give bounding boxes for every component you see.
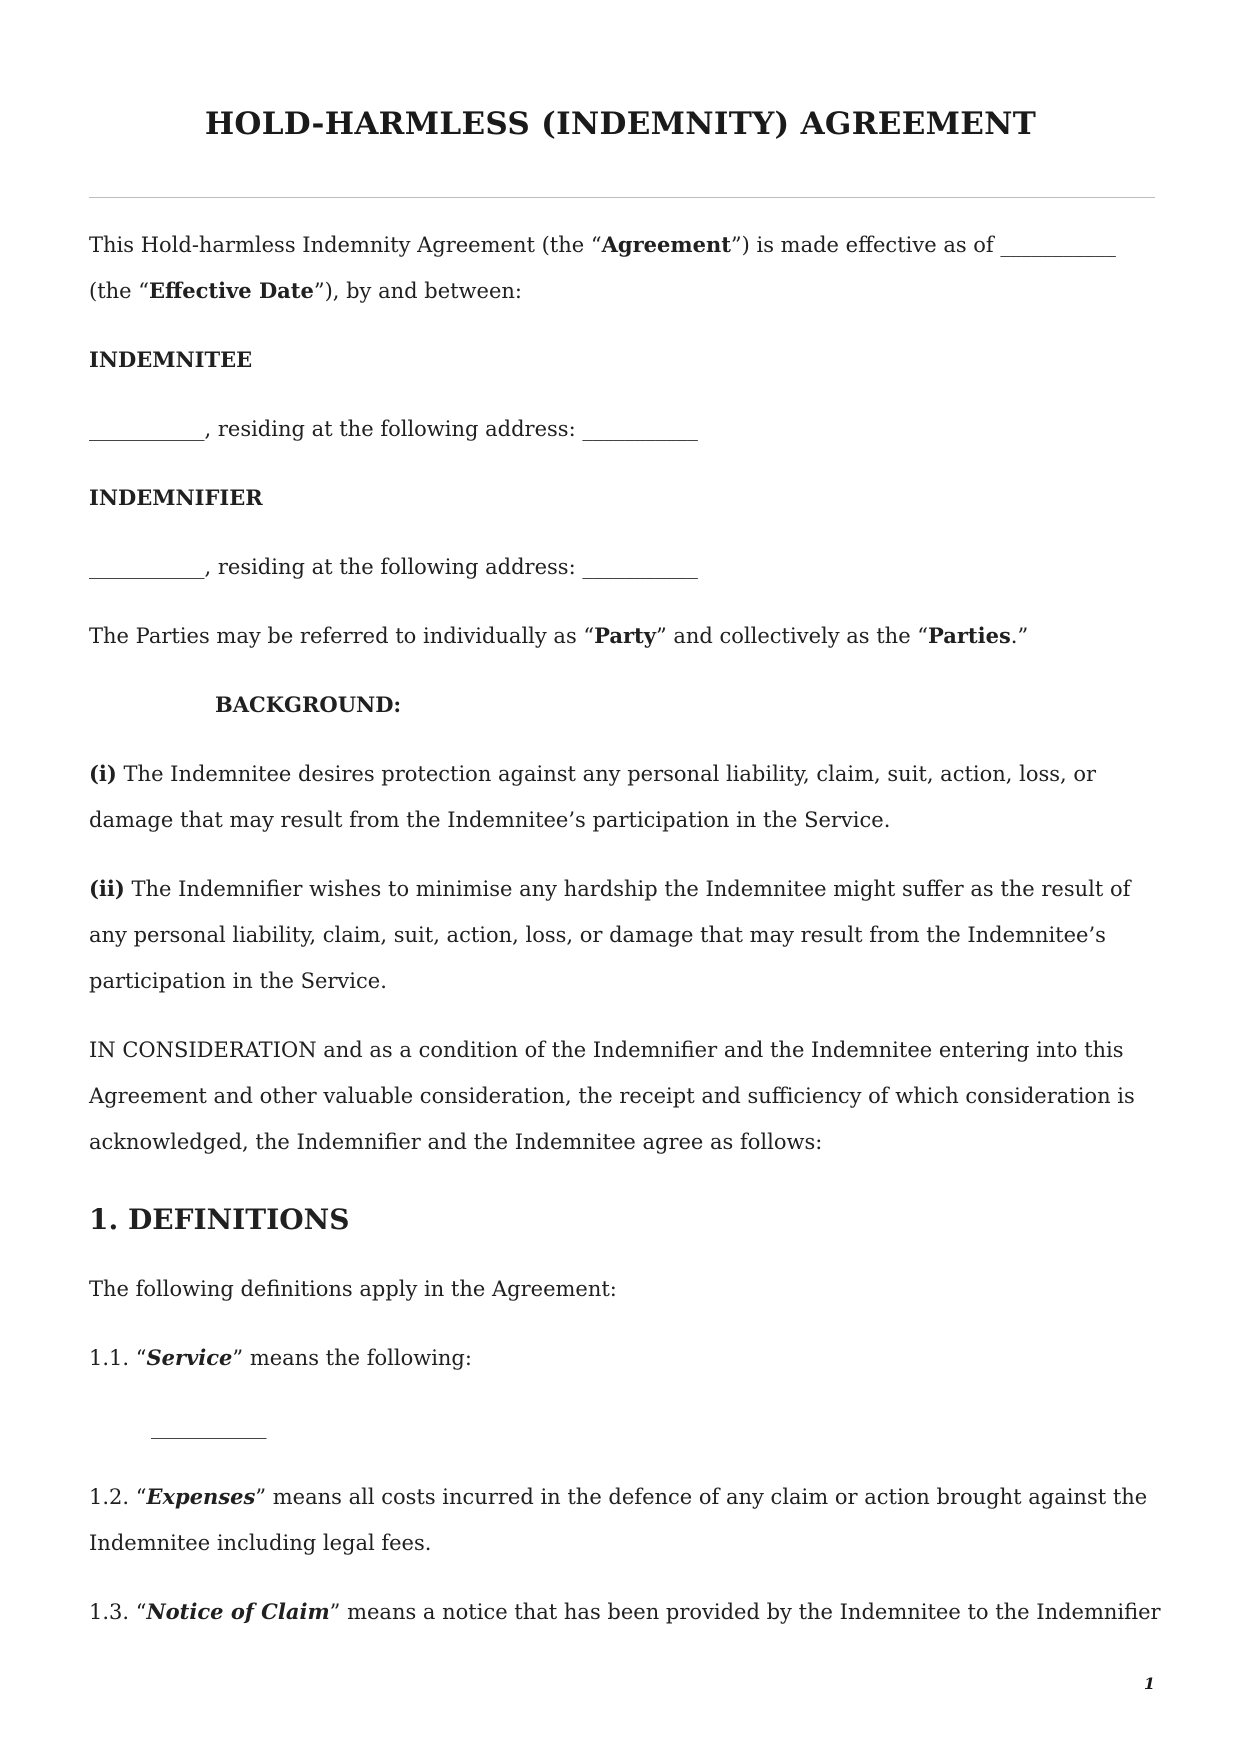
- indemnitee-residing-text: , residing at the following address:: [204, 417, 583, 441]
- background-heading: BACKGROUND:: [215, 692, 402, 717]
- intro-text-1: This Hold-harmless Indemnity Agreement (the “: [89, 233, 602, 257]
- indemnifier-address-blank: ___________: [582, 555, 698, 579]
- indemnifier-name-blank: ___________: [89, 555, 205, 579]
- definition-text: ” means all costs incurred in the defence of any claim or action brought against the Indemnitee including legal fees.: [89, 1485, 1148, 1555]
- intro-text-4: ”), by and between:: [313, 279, 522, 303]
- definition-text: ” means the following:: [232, 1346, 472, 1370]
- consideration-paragraph: IN CONSIDERATION and as a condition of the Indemnifier and the Indemnitee entering into this Agreement and other valuable consideration, the receipt and sufficiency of which consideration is acknowledged, the Indemnifier and the Indemnitee agree as follows:: [89, 1038, 1135, 1154]
- background-item-label: (ii): [89, 876, 125, 901]
- document-body: [89, 222, 1164, 1658]
- background-item-label: (i): [89, 761, 117, 786]
- indemnitee-heading: INDEMNITEE: [89, 347, 253, 372]
- parties-paragraph: [89, 613, 1164, 659]
- background-item-ii: [89, 866, 1164, 1004]
- indemnitee-address-blank: ___________: [582, 417, 698, 441]
- parties-text-1: The Parties may be referred to individually as “: [89, 624, 595, 648]
- definition-item-service: [89, 1335, 1164, 1381]
- service-blank-line: [89, 1404, 1164, 1450]
- definition-term: Service: [146, 1345, 233, 1370]
- definitions-intro: The following definitions apply in the Agreement:: [89, 1277, 617, 1301]
- effective-date-blank: ___________: [1000, 233, 1116, 257]
- parties-term: Parties: [928, 623, 1011, 648]
- background-item-i: [89, 751, 1164, 843]
- definition-item-expenses: [89, 1474, 1164, 1566]
- effective-date-term: Effective Date: [149, 278, 314, 303]
- parties-text-2: ” and collectively as the “: [655, 624, 929, 648]
- intro-text-3: (the “: [89, 279, 149, 303]
- page-number: 1: [1143, 1674, 1155, 1693]
- indemnifier-residing-text: , residing at the following address:: [204, 555, 583, 579]
- title-divider: [89, 197, 1155, 198]
- definition-number: 1.3. “: [89, 1600, 147, 1624]
- indemnifier-line: [89, 544, 1164, 590]
- party-term: Party: [594, 623, 656, 648]
- definition-text: ” means a notice that has been provided by the Indemnitee to the Indemnifier: [329, 1600, 1161, 1624]
- definition-item-notice-of-claim: [89, 1589, 1164, 1635]
- indemnitee-line: [89, 406, 1164, 452]
- definition-number: 1.2. “: [89, 1485, 147, 1509]
- indemnitee-name-blank: ___________: [89, 417, 205, 441]
- intro-paragraph: [89, 222, 1164, 314]
- background-item-text: The Indemnitee desires protection against any personal liability, claim, suit, action, loss, or damage that may result from the Indemnitee’s participation in the Service.: [89, 762, 1097, 832]
- definitions-heading: 1. DEFINITIONS: [89, 1203, 350, 1236]
- indemnifier-heading: INDEMNIFIER: [89, 485, 263, 510]
- definition-term: Expenses: [146, 1484, 256, 1509]
- parties-text-3: .”: [1010, 624, 1029, 648]
- agreement-term: Agreement: [601, 232, 731, 257]
- service-blank: ___________: [151, 1415, 267, 1439]
- definition-number: 1.1. “: [89, 1346, 147, 1370]
- definition-term: Notice of Claim: [146, 1599, 330, 1624]
- document-title: HOLD-HARMLESS (INDEMNITY) AGREEMENT: [204, 106, 1037, 142]
- background-item-text: The Indemnifier wishes to minimise any hardship the Indemnitee might suffer as the result of any personal liability, claim, suit, action, loss, or damage that may result from the Indemnitee’s participation in the Service.: [89, 877, 1131, 993]
- intro-text-2: ”) is made effective as of: [730, 233, 1001, 257]
